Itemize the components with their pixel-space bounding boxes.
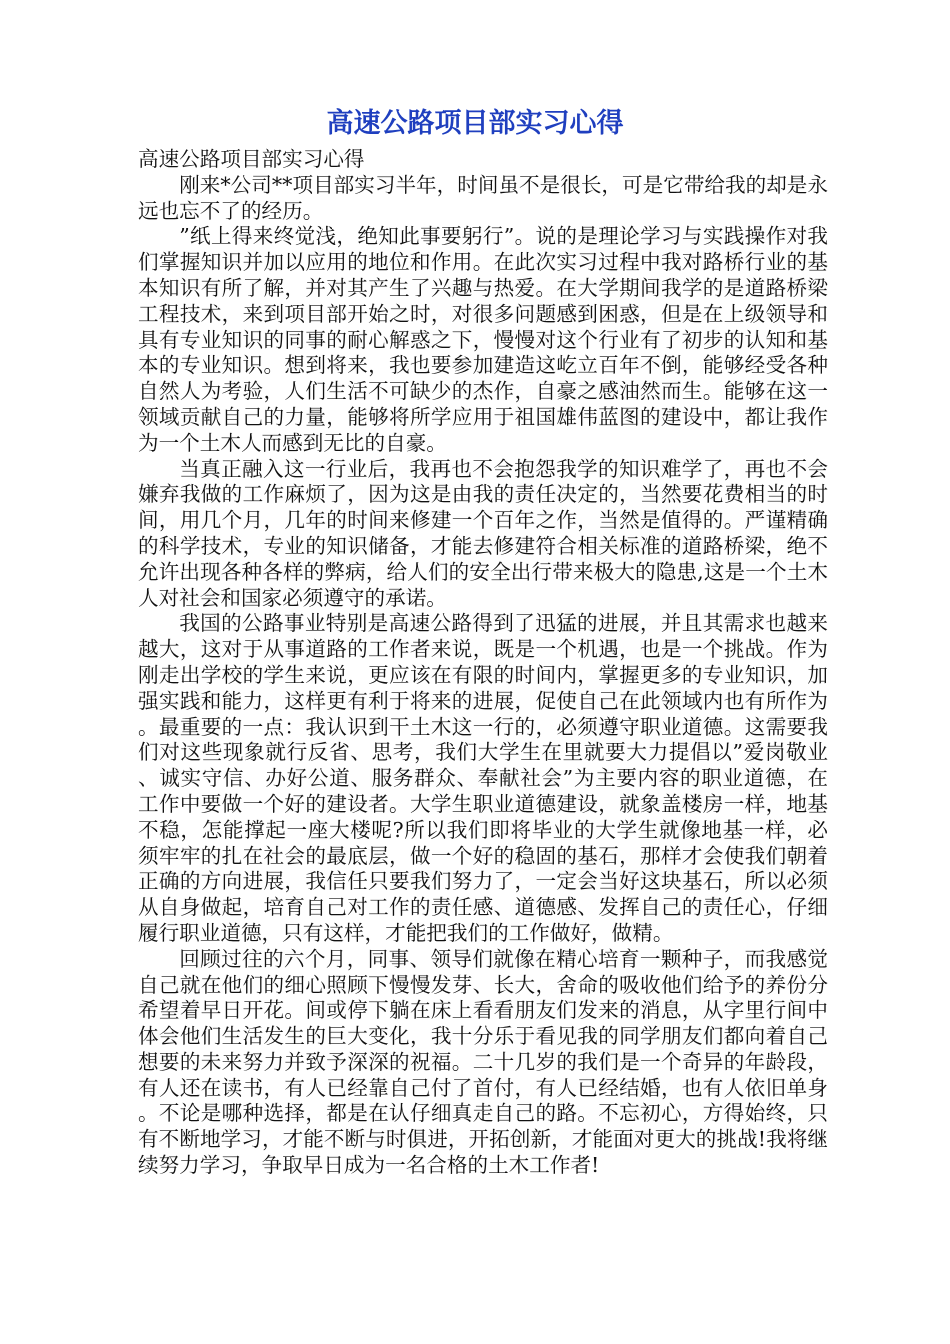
paragraph-5: 回顾过往的六个月，同事、领导们就像在精心培育一颗种子，而我感觉自己就在他们的细心照顾下慢慢发芽、长大，舍命的吸收他们给予的养份分希望着早日开花。间或停下躺在床上看看朋友们发来的消息，从字里行间中体会他们生活发生的巨大变化，我十分乐于看见我的同学朋友们都向着自己想要的未来努力并致予深深的祝福。二十几岁的我们是一个奇异的年龄段，有人还在读书，有人已经靠自己付了首付，有人已经结婚，也有人依旧单身。不论是哪种选择，都是在认仔细真走自己的路。不忘初心，方得始终，只有不断地学习，才能不断与时俱进，开拓创新，才能面对更大的挑战!我将继续努力学习，争取早日成为一名合格的土木工作者! (138, 946, 828, 1178)
paragraph-4: 我国的公路事业特别是高速公路得到了迅猛的进展，并且其需求也越来越大，这对于从事道路的工作者来说，既是一个机遇，也是一个挑战。作为刚走出学校的学生来说，更应该在有限的时间内，掌握更多的专业知识，加强实践和能力，这样更有利于将来的进展，促使自己在此领域内也有所作为。最重要的一点：我认识到干土木这一行的，必须遵守职业道德。这需要我们对这些现象就行反省、思考，我们大学生在里就要大力提倡以”爱岗敬业、诚实守信、办好公道、服务群众、奉献社会”为主要内容的职业道德，在工作中要做一个好的建设者。大学生职业道德建设，就象盖楼房一样，地基不稳，怎能撑起一座大楼呢?所以我们即将毕业的大学生就像地基一样，必须牢牢的扎在社会的最底层，做一个好的稳固的基石，那样才会使我们朝着正确的方向进展，我信任只要我们努力了，一定会当好这块基石，所以必须从自身做起，培育自己对工作的责任感、道德感、发挥自己的责任心，仔细履行职业道德，只有这样，才能把我们的工作做好，做精。 (138, 611, 828, 945)
document-title: 高速公路项目部实习心得 (326, 108, 624, 139)
paragraph-1: 刚来*公司**项目部实习半年，时间虽不是很长，可是它带给我的却是永远也忘不了的经历。 (138, 172, 828, 223)
paragraph-2: ”纸上得来终觉浅，绝知此事要躬行”。说的是理论学习与实践操作对我们掌握知识并加以应用的地位和作用。在此次实习过程中我对路桥行业的基本知识有所了解，并对其产生了兴趣与热爱。在大学期间我学的是道路桥梁工程技术，来到项目部开始之时，对很多问题感到困惑，但是在上级领导和具有专业知识的同事的耐心解惑之下，慢慢对这个行业有了初步的认知和基本的专业知识。想到将来，我也要参加建造这屹立百年不倒，能够经受各种自然人为考验，人们生活不可缺少的杰作，自豪之感油然而生。能够在这一领域贡献自己的力量，能够将所学应用于祖国雄伟蓝图的建设中，都让我作为一个土木人而感到无比的自豪。 (138, 224, 828, 455)
document-body (138, 147, 828, 1179)
paragraph-3: 当真正融入这一行业后，我再也不会抱怨我学的知识难学了，再也不会嫌弃我做的工作麻烦了，因为这是由我的责任决定的，当然要花费相当的时间，用几个月，几年的时间来修建一个百年之作，当然是值得的。严谨精确的科学技术，专业的知识储备，才能去修建符合相关标准的道路桥梁，绝不允许出现各种各样的弊病，给人们的安全出行带来极大的隐患,这是一个土木人对社会和国家必须遵守的承诺。 (138, 456, 828, 610)
document-subtitle: 高速公路项目部实习心得 (138, 147, 365, 171)
